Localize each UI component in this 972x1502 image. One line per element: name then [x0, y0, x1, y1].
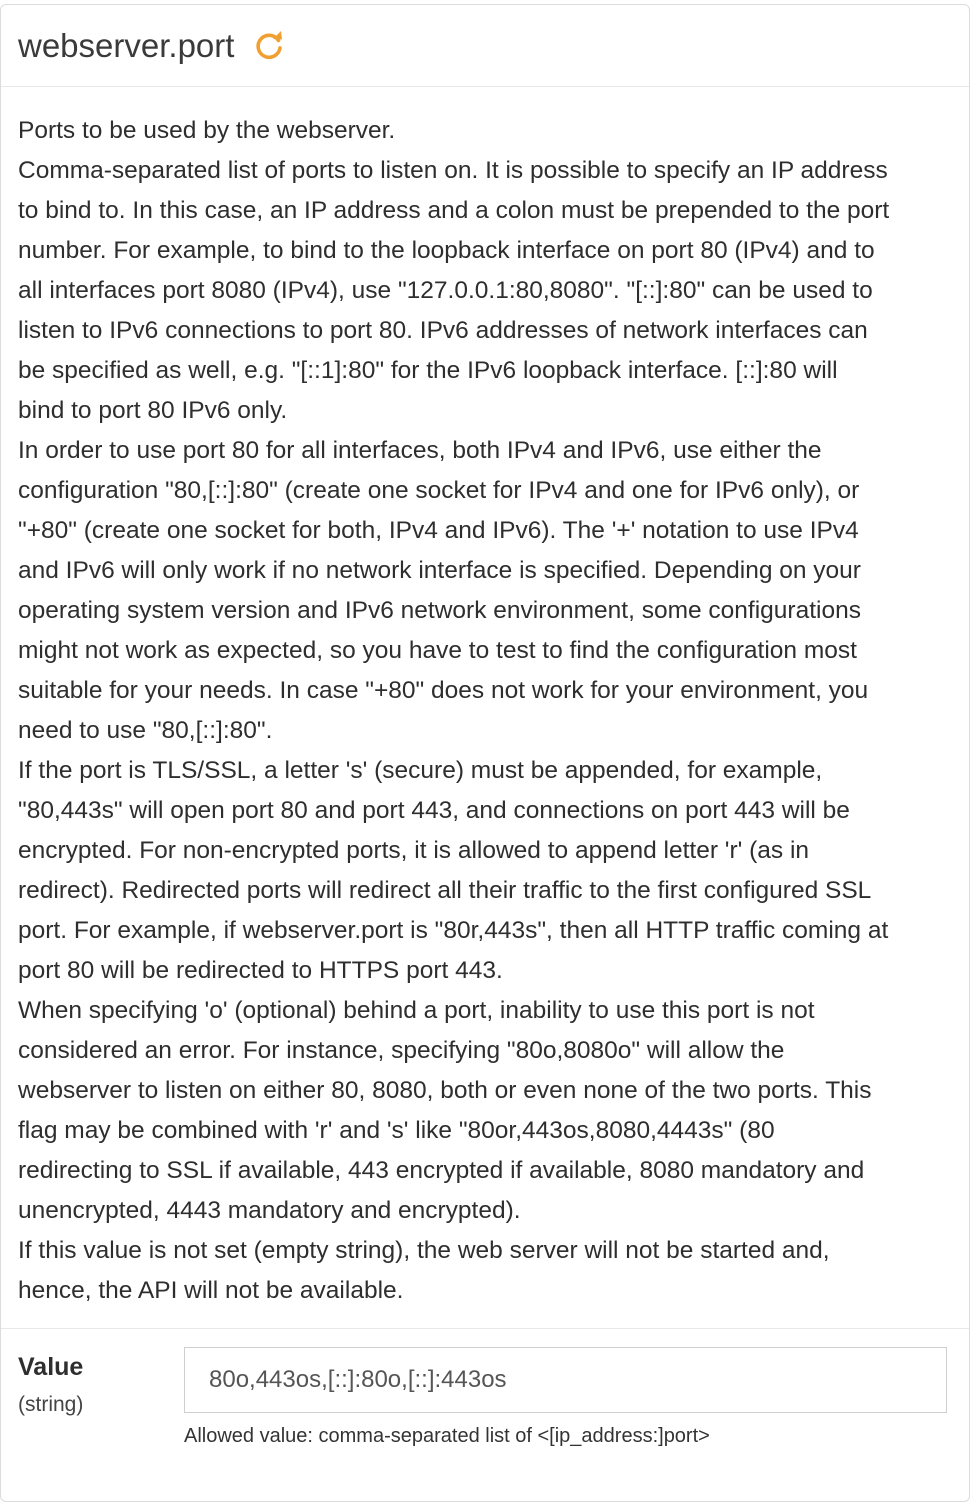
- setting-title: webserver.port: [18, 26, 235, 64]
- value-label: Value: [18, 1353, 84, 1381]
- description-line: Ports to be used by the webserver.: [18, 117, 396, 144]
- description-line: bind to port 80 IPv6 only.: [18, 397, 288, 424]
- description-line: flag may be combined with 'r' and 's' like "80or,443os,8080,4443s" (80: [18, 1117, 775, 1144]
- description-line: hence, the API will not be available.: [18, 1277, 404, 1304]
- description-line: need to use "80,[::]:80".: [18, 717, 273, 744]
- description-line: considered an error. For instance, specifying "80o,8080o" will allow the: [18, 1037, 785, 1064]
- description-line: to bind to. In this case, an IP address and a colon must be prepended to the port: [18, 197, 890, 224]
- description-line: Comma-separated list of ports to listen on. It is possible to specify an IP address: [18, 157, 888, 184]
- description-line: When specifying 'o' (optional) behind a port, inability to use this port is not: [18, 997, 815, 1024]
- value-input[interactable]: [184, 1347, 947, 1413]
- refresh-icon[interactable]: [252, 29, 286, 63]
- description-line: all interfaces port 8080 (IPv4), use "127.0.0.1:80,8080". "[::]:80" can be used to: [18, 277, 873, 304]
- description-line: suitable for your needs. In case "+80" does not work for your environment, you: [18, 677, 869, 704]
- description-line: configuration "80,[::]:80" (create one socket for IPv4 and one for IPv6 only), or: [18, 477, 860, 504]
- description-line: redirect). Redirected ports will redirect all their traffic to the first configured SSL: [18, 877, 872, 904]
- description-line: listen to IPv6 connections to port 80. IPv6 addresses of network interfaces can: [18, 317, 868, 344]
- description-line: If this value is not set (empty string), the web server will not be started and,: [18, 1237, 830, 1264]
- description-line: "+80" (create one socket for both, IPv4 and IPv6). The '+' notation to use IPv4: [18, 517, 859, 544]
- value-help-text: Allowed value: comma-separated list of <[ip_address:]port>: [184, 1425, 710, 1447]
- value-type: (string): [18, 1393, 84, 1416]
- description-line: unencrypted, 4443 mandatory and encrypted).: [18, 1197, 521, 1224]
- description-line: encrypted. For non-encrypted ports, it is allowed to append letter 'r' (as in: [18, 837, 810, 864]
- description-line: In order to use port 80 for all interfaces, both IPv4 and IPv6, use either the: [18, 437, 822, 464]
- description-line: port 80 will be redirected to HTTPS port 443.: [18, 957, 503, 984]
- description-line: redirecting to SSL if available, 443 encrypted if available, 8080 mandatory and: [18, 1157, 865, 1184]
- description-line: and IPv6 will only work if no network interface is specified. Depending on your: [18, 557, 861, 584]
- description-line: "80,443s" will open port 80 and port 443, and connections on port 443 will be: [18, 797, 850, 824]
- description-line: If the port is TLS/SSL, a letter 's' (secure) must be appended, for example,: [18, 757, 823, 784]
- description-line: operating system version and IPv6 network environment, some configurations: [18, 597, 861, 624]
- description-line: webserver to listen on either 80, 8080, both or even none of the two ports. This: [18, 1077, 872, 1104]
- description-line: be specified as well, e.g. "[::1]:80" for the IPv6 loopback interface. [::]:80 will: [18, 357, 838, 384]
- setting-header: [1, 5, 969, 87]
- description-line: might not work as expected, so you have to test to find the configuration most: [18, 637, 857, 664]
- description-line: port. For example, if webserver.port is "80r,443s", then all HTTP traffic coming at: [18, 917, 889, 944]
- setting-description: [1, 87, 969, 1329]
- value-row: [1, 1329, 969, 1499]
- description-line: number. For example, to bind to the loopback interface on port 80 (IPv4) and to: [18, 237, 875, 264]
- setting-card: [0, 4, 970, 1502]
